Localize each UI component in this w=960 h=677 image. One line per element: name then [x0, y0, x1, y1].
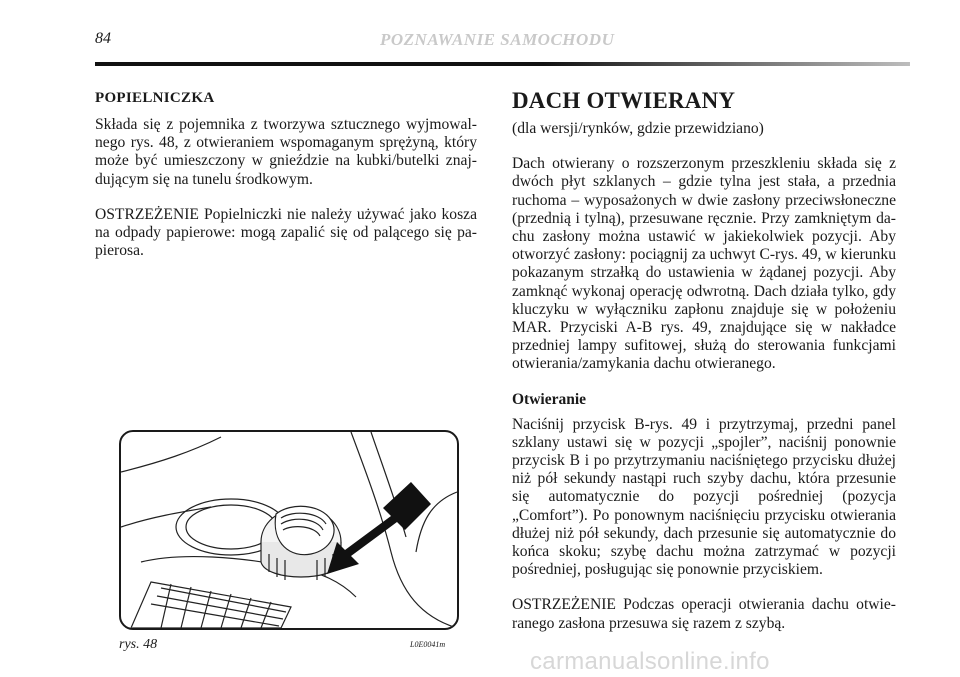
ashtray-illustration — [121, 432, 457, 628]
ashtray-heading: POPIELNICZKA — [95, 90, 215, 106]
figure-caption: rys. 48 — [119, 637, 158, 652]
sunroof-subtitle: (dla wersji/rynków, gdzie przewidziano) — [512, 120, 764, 137]
watermark: carmanualsonline.info — [530, 648, 770, 675]
right-column — [512, 88, 896, 650]
page-number: 84 — [95, 30, 111, 47]
opening-warning: OSTRZEŻENIE Podczas operacji otwierania dachu otwieranego zasłona przesuwa się razem z szybą. — [512, 596, 896, 632]
opening-subheading: Otwieranie — [512, 390, 587, 408]
sunroof-heading: DACH OTWIERANY — [512, 88, 736, 113]
sunroof-description: Dach otwierany o rozszerzonym przeszkleniu składa się z dwóch płyt szklanych – gdzie tylna jest stała, a przednia ruchoma – wyposażonych w dwie zasłony przeciwsłoneczne (przednią i tylną), przesuwane ręcznie. Przy zamkniętym dachu zasłony można ustawić w jakiekolwiek pozycji. Aby otworzyć zasłony: pociągnij za uchwyt C-rys. 49, w kierunku pokazanym strzałką do ustawienia w żądanej pozycji. Aby zamknąć wykonaj operację odwrotną. Dach działa tylko, gdy kluczyku w wyłączniku zapłonu znajduje się w położeniu MAR. Przyciski A-B rys. 49, znajdujące się w nakładce przedniej lampy sufitowej, służą do sterowania funkcjami otwierania/zamykania dachu otwieranego. — [512, 155, 896, 373]
ashtray-description: Składa się z pojemnika z tworzywa sztucznego wyjmowalnego rys. 48, z otwieraniem wspomaganym sprężyną, który może być umieszczony w gnieździe na kubki/butelki znajdującym się na tunelu środkowym. — [95, 116, 477, 188]
header-rule — [95, 62, 910, 66]
figure-code: L0E0041m — [410, 640, 446, 649]
opening-instructions: Naciśnij przycisk B-rys. 49 i przytrzymaj, przedni panel szklany ustawi się w pozycji „spojler”, naciśnij ponownie przycisk B i po przytrzymaniu naciśniętego przycisku dłużej niż pół sekundy nastąpi ruch szyby dachu, która przesunie się automatycznie do pozycji pośredniej (pozycja „Comfort”). Po ponownym naciśnięciu przycisku otwierania dłużej niż pół sekundy, dach przesunie się automatycznie do końca skoku; szybę dachu można zatrzymać w pozycji pośredniej, posługując się ponownie przyciskiem. — [512, 415, 896, 579]
ashtray-figure — [119, 430, 459, 630]
section-title: POZNAWANIE SAMOCHODU — [380, 30, 615, 49]
ashtray-warning: OSTRZEŻENIE Popielniczki nie należy używać jako kosza na odpady papierowe: mogą zapalić się od palącego się papierosa. — [95, 205, 477, 260]
left-column — [95, 90, 477, 277]
